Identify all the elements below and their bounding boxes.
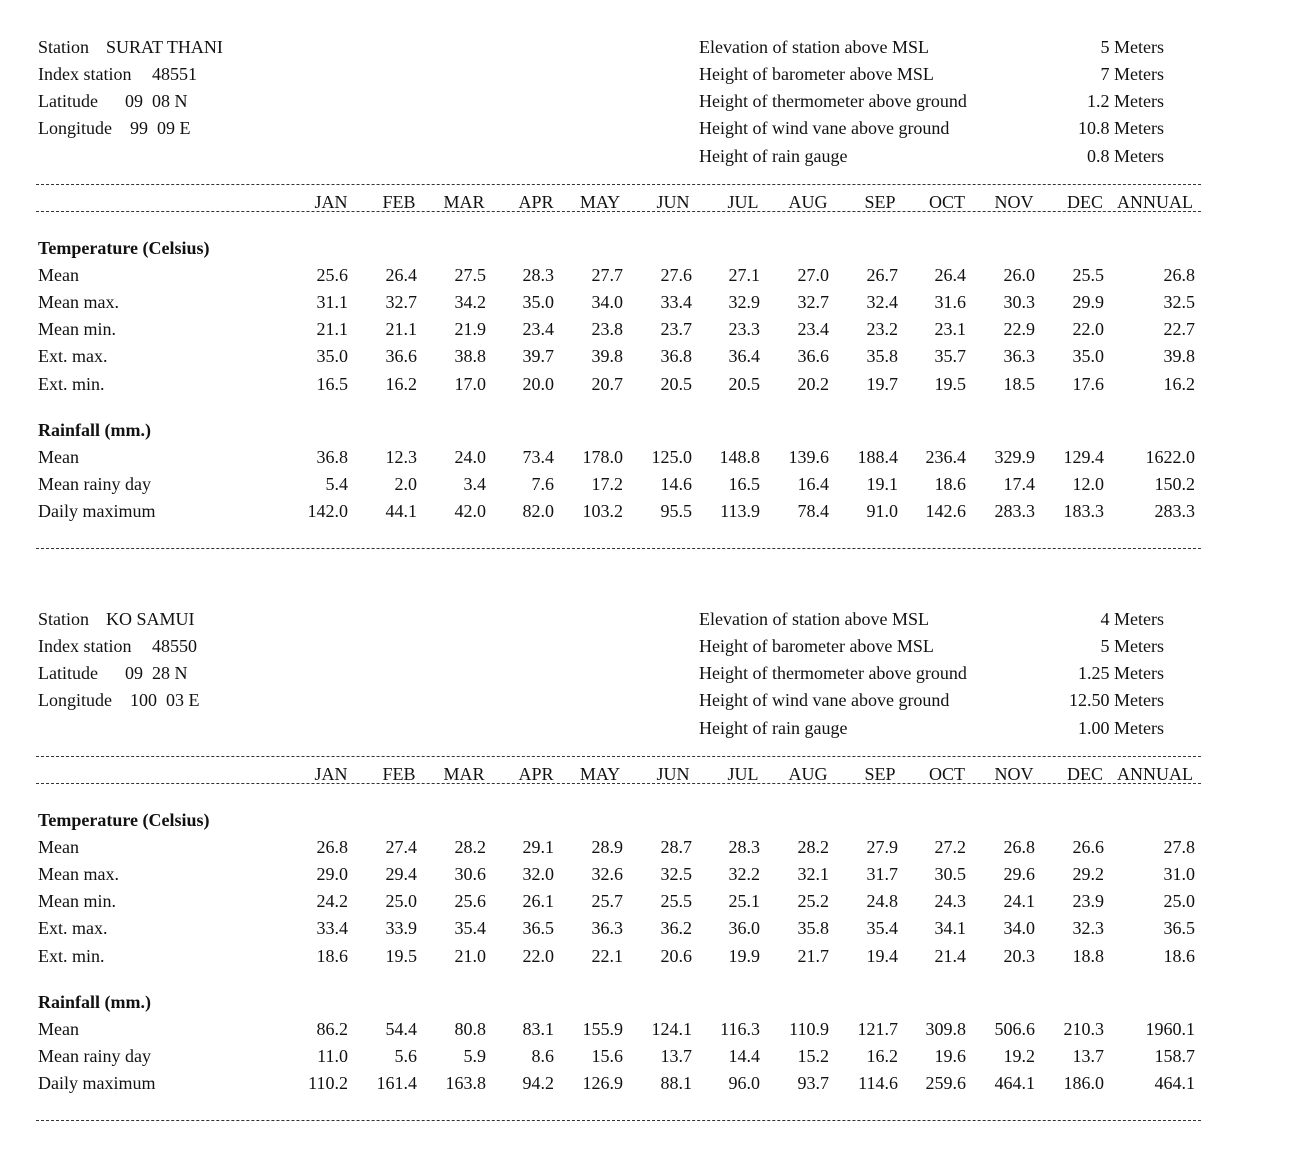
table-cell: 35.0 — [522, 292, 554, 312]
dashed-rule — [36, 1120, 1201, 1121]
table-cell: 20.3 — [1003, 946, 1035, 966]
table-cell: 23.8 — [591, 319, 623, 339]
row-label: Mean max. — [38, 292, 119, 312]
table-cell: 19.6 — [934, 1046, 966, 1066]
row-label: Daily maximum — [38, 501, 156, 521]
station-meta-value: 10.8 Meters — [1078, 118, 1164, 138]
table-cell: 126.9 — [582, 1073, 623, 1093]
table-cell: 16.5 — [316, 374, 348, 394]
station-meta-label: Height of thermometer above ground — [699, 91, 967, 111]
month-header: MAY — [579, 192, 621, 212]
station-meta-label: Elevation of station above MSL — [699, 37, 929, 57]
table-cell: 116.3 — [720, 1019, 760, 1039]
table-cell: 23.3 — [728, 319, 760, 339]
table-cell: 188.4 — [857, 447, 898, 467]
table-cell: 33.9 — [385, 918, 417, 938]
table-cell: 27.9 — [866, 837, 898, 857]
table-cell: 11.0 — [317, 1046, 348, 1066]
row-label: Mean max. — [38, 864, 119, 884]
table-cell: 18.6 — [934, 474, 966, 494]
table-cell: 26.7 — [866, 265, 898, 285]
table-cell: 283.3 — [1154, 501, 1195, 521]
longitude-value: 99 09 E — [130, 118, 191, 138]
table-cell: 26.6 — [1072, 837, 1104, 857]
table-cell: 16.4 — [797, 474, 829, 494]
month-header: JUL — [727, 192, 759, 212]
table-cell: 34.0 — [1003, 918, 1035, 938]
table-cell: 3.4 — [463, 474, 486, 494]
table-cell: 23.2 — [866, 319, 898, 339]
table-cell: 16.2 — [1163, 374, 1195, 394]
table-cell: 25.6 — [316, 265, 348, 285]
table-cell: 29.2 — [1072, 864, 1104, 884]
table-cell: 26.8 — [1003, 837, 1035, 857]
table-cell: 14.6 — [660, 474, 692, 494]
table-cell: 28.7 — [660, 837, 692, 857]
latitude-label: Latitude — [38, 663, 98, 683]
month-header: APR — [518, 192, 554, 212]
table-cell: 31.1 — [316, 292, 348, 312]
table-cell: 18.5 — [1003, 374, 1035, 394]
table-cell: 150.2 — [1154, 474, 1195, 494]
row-label: Mean — [38, 1019, 79, 1039]
month-header: NOV — [994, 764, 1034, 784]
table-cell: 29.4 — [385, 864, 417, 884]
station-meta-value: 5 Meters — [1100, 636, 1164, 656]
index-label: Index station — [38, 64, 132, 84]
table-cell: 21.1 — [385, 319, 417, 339]
month-header: FEB — [382, 764, 416, 784]
table-cell: 464.1 — [994, 1073, 1035, 1093]
station-label: Station — [38, 37, 90, 57]
table-cell: 36.2 — [660, 918, 692, 938]
table-cell: 25.1 — [728, 891, 760, 911]
table-cell: 25.6 — [454, 891, 486, 911]
table-cell: 19.7 — [866, 374, 898, 394]
index-value: 48550 — [152, 636, 197, 656]
dashed-rule — [36, 211, 1201, 212]
table-cell: 158.7 — [1154, 1046, 1195, 1066]
table-cell: 5.9 — [463, 1046, 486, 1066]
table-cell: 18.6 — [1163, 946, 1195, 966]
table-cell: 31.6 — [934, 292, 966, 312]
table-cell: 309.8 — [925, 1019, 966, 1039]
table-cell: 26.4 — [934, 265, 966, 285]
table-cell: 27.2 — [934, 837, 966, 857]
table-cell: 36.4 — [728, 346, 760, 366]
table-cell: 19.5 — [385, 946, 417, 966]
section-heading: Temperature (Celsius) — [38, 810, 210, 830]
station-meta-value: 1.00 Meters — [1078, 718, 1164, 738]
table-cell: 22.0 — [1072, 319, 1104, 339]
table-cell: 39.8 — [1163, 346, 1195, 366]
table-cell: 26.0 — [1003, 265, 1035, 285]
station-label: Station — [38, 609, 90, 629]
table-cell: 19.5 — [934, 374, 966, 394]
table-cell: 7.6 — [531, 474, 554, 494]
table-cell: 19.9 — [728, 946, 760, 966]
table-cell: 236.4 — [925, 447, 966, 467]
table-cell: 34.1 — [934, 918, 966, 938]
station-name: SURAT THANI — [106, 37, 223, 57]
table-cell: 8.6 — [531, 1046, 554, 1066]
row-label: Mean rainy day — [38, 1046, 151, 1066]
station-meta-value: 5 Meters — [1100, 37, 1164, 57]
table-cell: 16.2 — [866, 1046, 898, 1066]
table-cell: 19.2 — [1003, 1046, 1035, 1066]
table-cell: 73.4 — [522, 447, 554, 467]
table-cell: 19.4 — [866, 946, 898, 966]
table-cell: 32.6 — [591, 864, 623, 884]
table-cell: 28.2 — [797, 837, 829, 857]
row-label: Ext. max. — [38, 346, 108, 366]
table-cell: 86.2 — [316, 1019, 348, 1039]
table-cell: 20.2 — [797, 374, 829, 394]
station-meta-label: Height of thermometer above ground — [699, 663, 967, 683]
table-cell: 163.8 — [445, 1073, 486, 1093]
table-cell: 27.4 — [385, 837, 417, 857]
table-cell: 124.1 — [651, 1019, 692, 1039]
station-name: KO SAMUI — [106, 609, 195, 629]
table-cell: 259.6 — [925, 1073, 966, 1093]
table-cell: 129.4 — [1063, 447, 1104, 467]
table-cell: 23.4 — [522, 319, 554, 339]
table-cell: 5.4 — [325, 474, 348, 494]
table-cell: 17.4 — [1003, 474, 1035, 494]
dashed-rule — [36, 756, 1201, 757]
table-cell: 36.8 — [660, 346, 692, 366]
table-cell: 36.3 — [1003, 346, 1035, 366]
table-cell: 13.7 — [660, 1046, 692, 1066]
table-cell: 20.7 — [591, 374, 623, 394]
table-cell: 26.1 — [522, 891, 554, 911]
table-cell: 36.6 — [797, 346, 829, 366]
table-cell: 88.1 — [660, 1073, 692, 1093]
table-cell: 25.0 — [1163, 891, 1195, 911]
table-cell: 31.7 — [866, 864, 898, 884]
latitude-value: 09 28 N — [125, 663, 188, 683]
table-cell: 29.1 — [522, 837, 554, 857]
row-label: Mean min. — [38, 319, 116, 339]
longitude-value: 100 03 E — [130, 690, 200, 710]
row-label: Mean — [38, 447, 79, 467]
table-cell: 30.6 — [454, 864, 486, 884]
month-header: JUN — [656, 764, 690, 784]
table-cell: 27.1 — [728, 265, 760, 285]
table-cell: 32.3 — [1072, 918, 1104, 938]
table-cell: 80.8 — [454, 1019, 486, 1039]
month-header: MAY — [579, 764, 621, 784]
table-cell: 15.2 — [797, 1046, 829, 1066]
table-cell: 28.9 — [591, 837, 623, 857]
table-cell: 30.3 — [1003, 292, 1035, 312]
table-cell: 36.0 — [728, 918, 760, 938]
row-label: Ext. min. — [38, 946, 105, 966]
month-header: SEP — [864, 192, 896, 212]
table-cell: 83.1 — [522, 1019, 554, 1039]
table-cell: 78.4 — [797, 501, 829, 521]
table-cell: 142.6 — [925, 501, 966, 521]
index-label: Index station — [38, 636, 132, 656]
station-meta-label: Height of barometer above MSL — [699, 636, 934, 656]
table-cell: 36.8 — [316, 447, 348, 467]
table-cell: 1960.1 — [1145, 1019, 1195, 1039]
table-cell: 29.6 — [1003, 864, 1035, 884]
table-cell: 14.4 — [728, 1046, 760, 1066]
table-cell: 183.3 — [1063, 501, 1104, 521]
month-header: FEB — [382, 192, 416, 212]
table-cell: 19.1 — [866, 474, 898, 494]
station-meta-value: 7 Meters — [1100, 64, 1164, 84]
table-cell: 125.0 — [651, 447, 692, 467]
table-cell: 32.7 — [385, 292, 417, 312]
table-cell: 23.4 — [797, 319, 829, 339]
row-label: Mean min. — [38, 891, 116, 911]
table-cell: 27.0 — [797, 265, 829, 285]
month-header: MAR — [443, 192, 485, 212]
month-header: JAN — [314, 764, 348, 784]
table-cell: 35.4 — [454, 918, 486, 938]
table-cell: 35.0 — [316, 346, 348, 366]
table-cell: 27.8 — [1163, 837, 1195, 857]
table-cell: 210.3 — [1063, 1019, 1104, 1039]
table-cell: 33.4 — [660, 292, 692, 312]
table-cell: 113.9 — [720, 501, 760, 521]
table-cell: 13.7 — [1072, 1046, 1104, 1066]
table-cell: 110.2 — [308, 1073, 348, 1093]
table-cell: 54.4 — [385, 1019, 417, 1039]
table-cell: 24.2 — [316, 891, 348, 911]
table-cell: 35.4 — [866, 918, 898, 938]
table-cell: 103.2 — [582, 501, 623, 521]
table-cell: 38.8 — [454, 346, 486, 366]
table-cell: 16.5 — [728, 474, 760, 494]
table-cell: 121.7 — [857, 1019, 898, 1039]
table-cell: 25.2 — [797, 891, 829, 911]
section-heading: Rainfall (mm.) — [38, 420, 151, 440]
station-meta-label: Height of rain gauge — [699, 146, 848, 166]
table-cell: 35.8 — [797, 918, 829, 938]
table-cell: 22.1 — [591, 946, 623, 966]
table-cell: 24.1 — [1003, 891, 1035, 911]
table-cell: 32.7 — [797, 292, 829, 312]
table-cell: 20.5 — [660, 374, 692, 394]
table-cell: 22.7 — [1163, 319, 1195, 339]
station-meta-value: 4 Meters — [1100, 609, 1164, 629]
station-meta-value: 12.50 Meters — [1069, 690, 1164, 710]
table-cell: 20.0 — [522, 374, 554, 394]
table-cell: 32.4 — [866, 292, 898, 312]
month-header: OCT — [929, 192, 965, 212]
longitude-label: Longitude — [38, 118, 112, 138]
table-cell: 28.3 — [728, 837, 760, 857]
row-label: Mean — [38, 837, 79, 857]
table-cell: 26.8 — [316, 837, 348, 857]
table-cell: 28.2 — [454, 837, 486, 857]
table-cell: 28.3 — [522, 265, 554, 285]
dashed-rule — [36, 184, 1201, 185]
row-label: Ext. min. — [38, 374, 105, 394]
table-cell: 464.1 — [1154, 1073, 1195, 1093]
station-meta-label: Height of wind vane above ground — [699, 690, 950, 710]
table-cell: 35.7 — [934, 346, 966, 366]
index-value: 48551 — [152, 64, 197, 84]
station-meta-value: 1.25 Meters — [1078, 663, 1164, 683]
month-header: JUN — [656, 192, 690, 212]
table-cell: 23.1 — [934, 319, 966, 339]
table-cell: 93.7 — [797, 1073, 829, 1093]
section-heading: Rainfall (mm.) — [38, 992, 151, 1012]
table-cell: 36.3 — [591, 918, 623, 938]
table-cell: 42.0 — [454, 501, 486, 521]
table-cell: 35.0 — [1072, 346, 1104, 366]
table-cell: 20.5 — [728, 374, 760, 394]
table-cell: 21.1 — [316, 319, 348, 339]
table-cell: 155.9 — [582, 1019, 623, 1039]
table-cell: 25.5 — [1072, 265, 1104, 285]
month-header: ANNUAL — [1117, 764, 1193, 784]
table-cell: 17.0 — [454, 374, 486, 394]
month-header: ANNUAL — [1117, 192, 1193, 212]
row-label: Daily maximum — [38, 1073, 156, 1093]
table-cell: 29.9 — [1072, 292, 1104, 312]
table-cell: 36.5 — [1163, 918, 1195, 938]
table-cell: 25.0 — [385, 891, 417, 911]
table-cell: 32.5 — [1163, 292, 1195, 312]
station-meta-value: 0.8 Meters — [1087, 146, 1164, 166]
table-cell: 139.6 — [788, 447, 829, 467]
table-cell: 110.9 — [789, 1019, 829, 1039]
table-cell: 283.3 — [994, 501, 1035, 521]
station-meta-value: 1.2 Meters — [1087, 91, 1164, 111]
table-cell: 82.0 — [522, 501, 554, 521]
month-header: OCT — [929, 764, 965, 784]
table-cell: 25.7 — [591, 891, 623, 911]
table-cell: 34.0 — [591, 292, 623, 312]
table-cell: 21.0 — [454, 946, 486, 966]
table-cell: 39.7 — [522, 346, 554, 366]
table-cell: 34.2 — [454, 292, 486, 312]
table-cell: 12.3 — [385, 447, 417, 467]
table-cell: 26.4 — [385, 265, 417, 285]
month-header: JAN — [314, 192, 348, 212]
table-cell: 16.2 — [385, 374, 417, 394]
row-label: Mean — [38, 265, 79, 285]
station-meta-label: Height of barometer above MSL — [699, 64, 934, 84]
table-cell: 25.5 — [660, 891, 692, 911]
dashed-rule — [36, 783, 1201, 784]
station-meta-label: Height of wind vane above ground — [699, 118, 950, 138]
table-cell: 12.0 — [1072, 474, 1104, 494]
month-header: DEC — [1067, 192, 1103, 212]
month-header: APR — [518, 764, 554, 784]
table-cell: 32.9 — [728, 292, 760, 312]
table-cell: 178.0 — [582, 447, 623, 467]
table-cell: 24.3 — [934, 891, 966, 911]
table-cell: 24.8 — [866, 891, 898, 911]
table-cell: 15.6 — [591, 1046, 623, 1066]
month-header: SEP — [864, 764, 896, 784]
table-cell: 142.0 — [307, 501, 348, 521]
table-cell: 329.9 — [994, 447, 1035, 467]
table-cell: 21.4 — [934, 946, 966, 966]
table-cell: 91.0 — [866, 501, 898, 521]
table-cell: 29.0 — [316, 864, 348, 884]
table-cell: 32.2 — [728, 864, 760, 884]
table-cell: 30.5 — [934, 864, 966, 884]
table-cell: 186.0 — [1063, 1073, 1104, 1093]
table-cell: 33.4 — [316, 918, 348, 938]
table-cell: 161.4 — [376, 1073, 417, 1093]
row-label: Mean rainy day — [38, 474, 151, 494]
table-cell: 22.9 — [1003, 319, 1035, 339]
table-cell: 5.6 — [394, 1046, 417, 1066]
month-header: MAR — [443, 764, 485, 784]
table-cell: 27.6 — [660, 265, 692, 285]
month-header: AUG — [788, 764, 828, 784]
table-cell: 2.0 — [394, 474, 417, 494]
table-cell: 21.7 — [797, 946, 829, 966]
station-meta-label: Height of rain gauge — [699, 718, 848, 738]
table-cell: 23.7 — [660, 319, 692, 339]
table-cell: 506.6 — [994, 1019, 1035, 1039]
table-cell: 32.1 — [797, 864, 829, 884]
table-cell: 24.0 — [454, 447, 486, 467]
dashed-rule — [36, 548, 1201, 549]
table-cell: 44.1 — [385, 501, 417, 521]
month-header: DEC — [1067, 764, 1103, 784]
table-cell: 95.5 — [660, 501, 692, 521]
table-cell: 1622.0 — [1145, 447, 1195, 467]
table-cell: 18.8 — [1072, 946, 1104, 966]
table-cell: 32.5 — [660, 864, 692, 884]
station-meta-label: Elevation of station above MSL — [699, 609, 929, 629]
table-cell: 148.8 — [719, 447, 760, 467]
table-cell: 36.5 — [522, 918, 554, 938]
table-cell: 39.8 — [591, 346, 623, 366]
month-header: AUG — [788, 192, 828, 212]
table-cell: 27.7 — [591, 265, 623, 285]
row-label: Ext. max. — [38, 918, 108, 938]
table-cell: 21.9 — [454, 319, 486, 339]
table-cell: 35.8 — [866, 346, 898, 366]
month-header: JUL — [727, 764, 759, 784]
table-cell: 96.0 — [728, 1073, 760, 1093]
table-cell: 22.0 — [522, 946, 554, 966]
table-cell: 17.2 — [591, 474, 623, 494]
longitude-label: Longitude — [38, 690, 112, 710]
table-cell: 26.8 — [1163, 265, 1195, 285]
table-cell: 20.6 — [660, 946, 692, 966]
table-cell: 36.6 — [385, 346, 417, 366]
table-cell: 32.0 — [522, 864, 554, 884]
latitude-label: Latitude — [38, 91, 98, 111]
table-cell: 18.6 — [316, 946, 348, 966]
month-header: NOV — [994, 192, 1034, 212]
table-cell: 114.6 — [858, 1073, 898, 1093]
table-cell: 17.6 — [1072, 374, 1104, 394]
table-cell: 27.5 — [454, 265, 486, 285]
table-cell: 94.2 — [522, 1073, 554, 1093]
section-heading: Temperature (Celsius) — [38, 238, 210, 258]
latitude-value: 09 08 N — [125, 91, 188, 111]
table-cell: 31.0 — [1163, 864, 1195, 884]
table-cell: 23.9 — [1072, 891, 1104, 911]
